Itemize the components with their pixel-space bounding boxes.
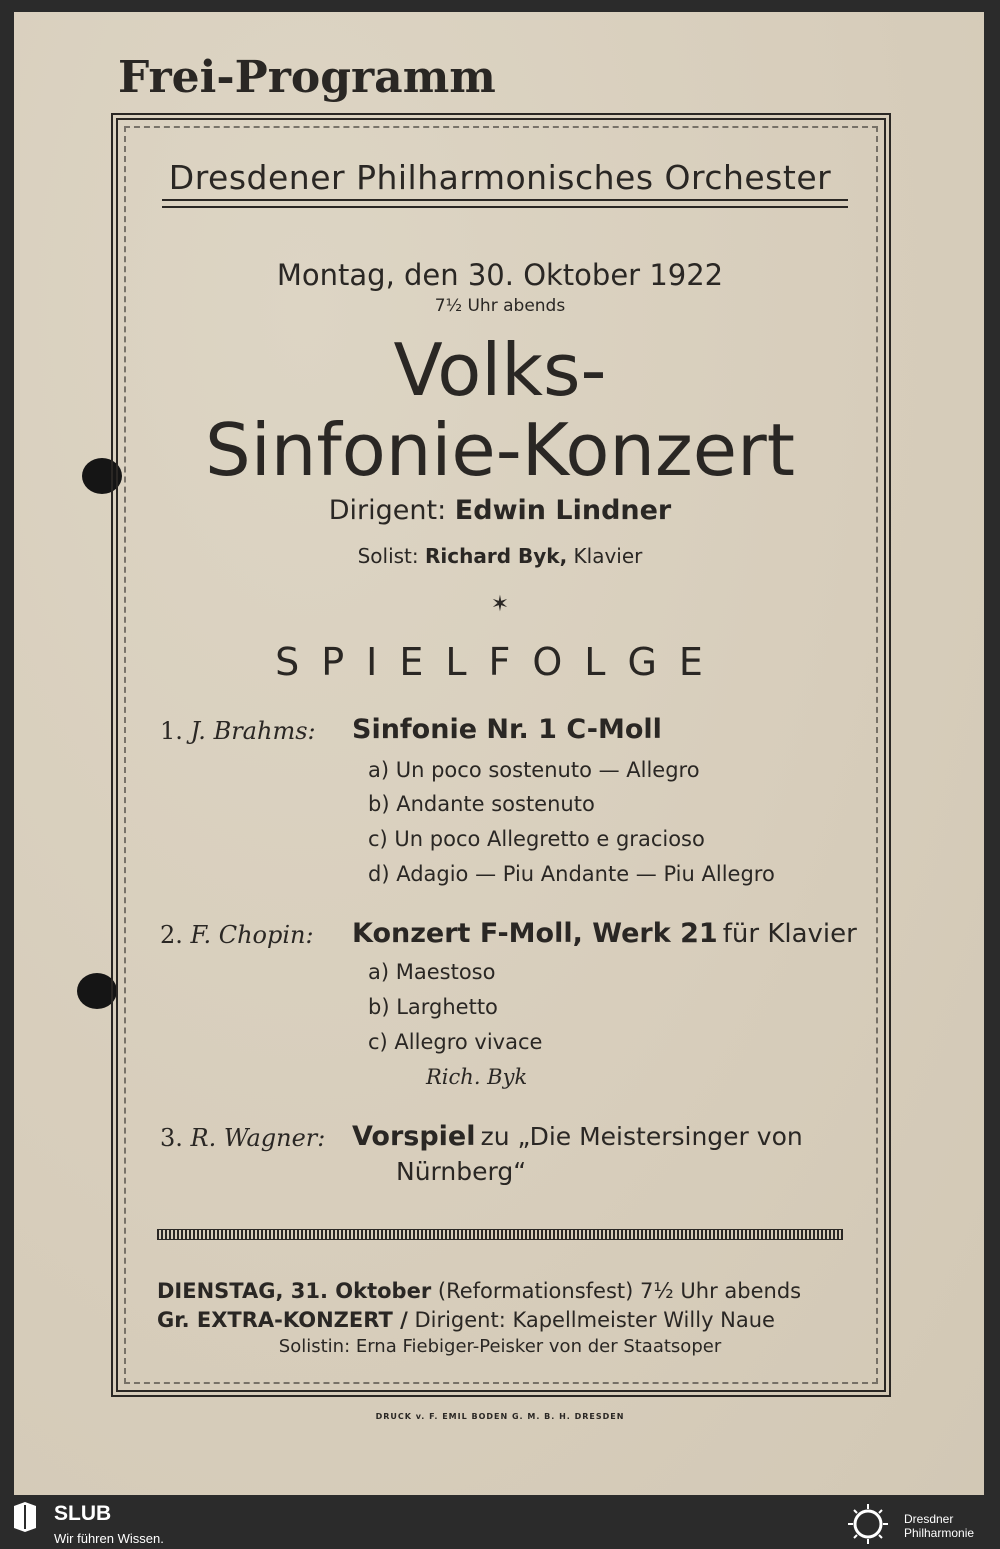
item-1-work: Sinfonie Nr. 1 C-Moll: [352, 714, 662, 745]
philharmonie-name: [904, 1512, 974, 1540]
soloist-line: [0, 544, 1000, 568]
item-number: 1.: [160, 717, 183, 745]
soloist-instrument: Klavier: [573, 544, 643, 568]
movement: a) Un poco sostenuto — Allegro: [368, 758, 700, 782]
next-concert-title-line: [157, 1308, 775, 1332]
item-2-performer: Rich. Byk: [426, 1065, 528, 1089]
movement: b) Andante sostenuto: [368, 792, 595, 816]
next-concert-time: (Reformationsfest) 7½ Uhr abends: [437, 1279, 802, 1303]
star-ornament-icon: ✶: [490, 592, 510, 617]
concert-title-line1: Volks-: [393, 328, 607, 412]
movement: d) Adagio — Piu Andante — Piu Allegro: [368, 862, 775, 886]
next-concert-date: DIENSTAG, 31. Oktober: [157, 1279, 432, 1303]
item-3-work-suffix: zu „Die Meistersinger von: [480, 1122, 803, 1151]
program-heading: SPIELFOLGE: [275, 640, 725, 684]
philharmonie-name-line2: Philharmonie: [904, 1526, 975, 1540]
movement: a) Maestoso: [368, 960, 496, 984]
composer-name: R. Wagner:: [190, 1124, 326, 1152]
item-3-composer: [160, 1124, 325, 1152]
item-number: 3.: [160, 1124, 183, 1152]
item-1-composer: [160, 717, 316, 745]
item-3-work: Vorspiel: [352, 1121, 476, 1152]
concert-title-line2: Sinfonie-Konzert: [205, 408, 795, 492]
slub-tagline: Wir führen Wissen.: [54, 1531, 164, 1546]
soloist-name: Richard Byk,: [425, 544, 568, 568]
item-3-work-line: [352, 1121, 803, 1152]
composer-name: J. Brahms:: [190, 717, 316, 745]
next-concert-title: Gr. EXTRA-KONZERT /: [157, 1308, 408, 1332]
soloist-label: Solist:: [357, 544, 419, 568]
conductor-name: Edwin Lindner: [454, 495, 672, 526]
item-number: 2.: [160, 921, 183, 949]
item-2-work-line: [352, 918, 857, 949]
item-2-work: Konzert F-Moll, Werk 21: [352, 918, 718, 949]
composer-name: F. Chopin:: [190, 921, 314, 949]
next-concert-soloist: Solistin: Erna Fiebiger-Peisker von der Staatsoper: [278, 1336, 722, 1357]
next-concert-conductor: Dirigent: Kapellmeister Willy Naue: [414, 1308, 775, 1332]
printer-imprint: DRUCK v. F. EMIL BODEN G. M. B. H. DRESDEN: [375, 1412, 625, 1421]
conductor-line: [0, 495, 1000, 526]
movement: b) Larghetto: [368, 995, 498, 1019]
divider-rule: [157, 1229, 843, 1240]
concert-date: Montag, den 30. Oktober 1922: [276, 258, 724, 292]
program-header: Frei-Programm: [118, 52, 496, 103]
orchestra-underline: [162, 199, 848, 208]
item-2-work-suffix: für Klavier: [722, 919, 857, 949]
movement: c) Allegro vivace: [368, 1030, 543, 1054]
next-concert-date-line: [157, 1279, 801, 1303]
movement: c) Un poco Allegretto e gracioso: [368, 827, 705, 851]
philharmonie-name-line1: Dresdner: [904, 1512, 954, 1526]
philharmonie-logo-icon: [842, 1502, 894, 1546]
slub-logo-icon: [12, 1502, 38, 1532]
orchestra-name: Dresdener Philharmonisches Orchester: [168, 158, 832, 197]
concert-time: 7½ Uhr abends: [434, 296, 566, 316]
item-2-composer: [160, 921, 314, 949]
item-3-work-suffix-cont: Nürnberg“: [396, 1157, 527, 1186]
slub-name: SLUB: [54, 1502, 112, 1525]
conductor-label: Dirigent:: [328, 495, 447, 526]
